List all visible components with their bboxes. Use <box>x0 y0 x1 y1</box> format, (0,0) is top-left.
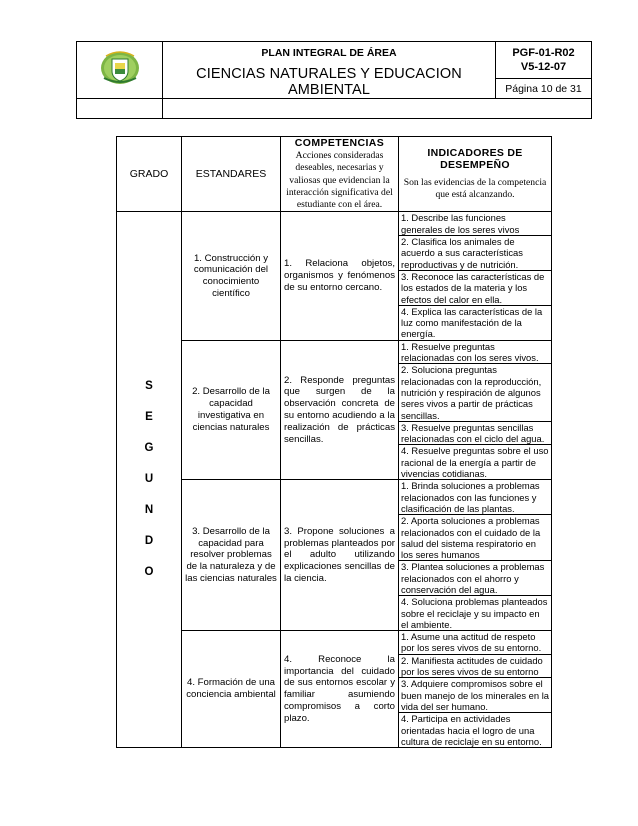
title-cell <box>163 42 496 99</box>
competencia-cell: 3. Propone soluciones a problemas planteados por el adulto utilizando explicaciones sencillas de la ciencia. <box>281 480 399 631</box>
plan-title: PLAN INTEGRAL DE ÁREA <box>261 46 397 59</box>
indicador-cell: 3. Plantea soluciones a problemas relacionados con el ahorro y conservación del agua. <box>399 561 552 596</box>
indicador-cell: 2. Soluciona preguntas relacionadas con la reproducción, nutrición y respiración de algunos seres vivos a partir de prácticas sencillas. <box>399 364 552 421</box>
grado-cell <box>117 212 182 748</box>
estandar-cell: 2. Desarrollo de la capacidad investigativa en ciencias naturales <box>182 340 281 480</box>
code-cell <box>496 42 592 79</box>
indicador-cell: 2. Clasifica los animales de acuerdo a sus características reproductivas y de nutrición. <box>399 236 552 271</box>
header-grado: GRADO <box>117 137 182 212</box>
header-blank-cell <box>163 99 592 119</box>
indicadores-title: INDICADORES DE DESEMPEÑO <box>427 146 523 171</box>
competencia-cell: 1. Relaciona objetos, organismos y fenómenos de su entorno cercano. <box>281 212 399 340</box>
estandar-cell: 1. Construcción y comunicación del conocimiento científico <box>182 212 281 340</box>
indicadores-description: Son las evidencias de la competencia que está alcanzando. <box>403 176 547 201</box>
header-indicadores <box>399 137 552 212</box>
indicador-cell: 1. Asume una actitud de respeto por los seres vivos de su entorno. <box>399 631 552 655</box>
grado-letter: U <box>144 473 154 486</box>
grado-letter: O <box>144 566 154 579</box>
competencias-title: COMPETENCIAS <box>294 137 385 149</box>
grado-letter: D <box>144 535 154 548</box>
grado-letter: S <box>145 380 153 393</box>
competencia-cell: 2. Responde preguntas que surgen de la observación concreta de su entorno acudiendo a la realización de prácticas sencillas. <box>281 340 399 480</box>
competencies-table <box>116 136 552 748</box>
estandar-cell: 4. Formación de una conciencia ambiental <box>182 631 281 748</box>
indicador-cell: 3. Resuelve preguntas sencillas relacionadas con el ciclo del agua. <box>399 421 552 445</box>
area-title: CIENCIAS NATURALES Y EDUCACION AMBIENTAL <box>196 65 462 98</box>
document-version: V5-12-07 <box>520 61 567 73</box>
grado-letter: G <box>144 442 154 455</box>
competencia-cell: 4. Reconoce la importancia del cuidado de sus entornos escolar y familiar asumiendo compromisos a corto plazo. <box>281 631 399 748</box>
indicador-cell: 1. Describe las funciones generales de los seres vivos <box>399 212 552 236</box>
header-estandares: ESTANDARES <box>182 137 281 212</box>
competencias-description: Acciones consideradas deseables, necesarias y valiosas que evidencian la interacción significativa del estudiante con el área. <box>286 150 393 211</box>
indicador-cell: 4. Soluciona problemas planteados sobre el reciclaje y su impacto en el ambiente. <box>399 596 552 631</box>
document-code: PGF-01-R02 <box>512 47 575 59</box>
indicador-cell: 4. Participa en actividades orientadas hacia el logro de una cultura de reciclaje en su entorno. <box>399 713 552 748</box>
header-blank-cell <box>77 99 163 119</box>
indicador-cell: 1. Resuelve preguntas relacionadas con los seres vivos. <box>399 340 552 364</box>
indicador-cell: 3. Adquiere compromisos sobre el buen manejo de los minerales en la vida del ser humano. <box>399 678 552 713</box>
grado-letter: N <box>144 504 154 517</box>
indicador-cell: 2. Aporta soluciones a problemas relacionados con el cuidado de la salud del sistema respiratorio en los seres humanos <box>399 515 552 561</box>
indicador-cell: 2. Manifiesta actitudes de cuidado por los seres vivos de su entorno <box>399 654 552 678</box>
estandar-cell: 3. Desarrollo de la capacidad para resolver problemas de la naturaleza y de las ciencias naturales <box>182 480 281 631</box>
page-number: Página 10 de 31 <box>496 79 592 99</box>
indicador-cell: 4. Explica las características de la luz como manifestación de la energía. <box>399 305 552 340</box>
document-header <box>76 41 592 119</box>
indicador-cell: 4. Resuelve preguntas sobre el uso racional de la energía a partir de vivencias cotidianas. <box>399 445 552 480</box>
header-competencias <box>281 137 399 212</box>
grado-letter: E <box>145 411 153 424</box>
indicador-cell: 3. Reconoce las características de los estados de la materia y los efectos del calor en ella. <box>399 270 552 305</box>
indicador-cell: 1. Brinda soluciones a problemas relacionados con las funciones y clasificación de las plantas. <box>399 480 552 515</box>
school-logo <box>98 48 142 88</box>
logo-cell <box>77 42 163 99</box>
